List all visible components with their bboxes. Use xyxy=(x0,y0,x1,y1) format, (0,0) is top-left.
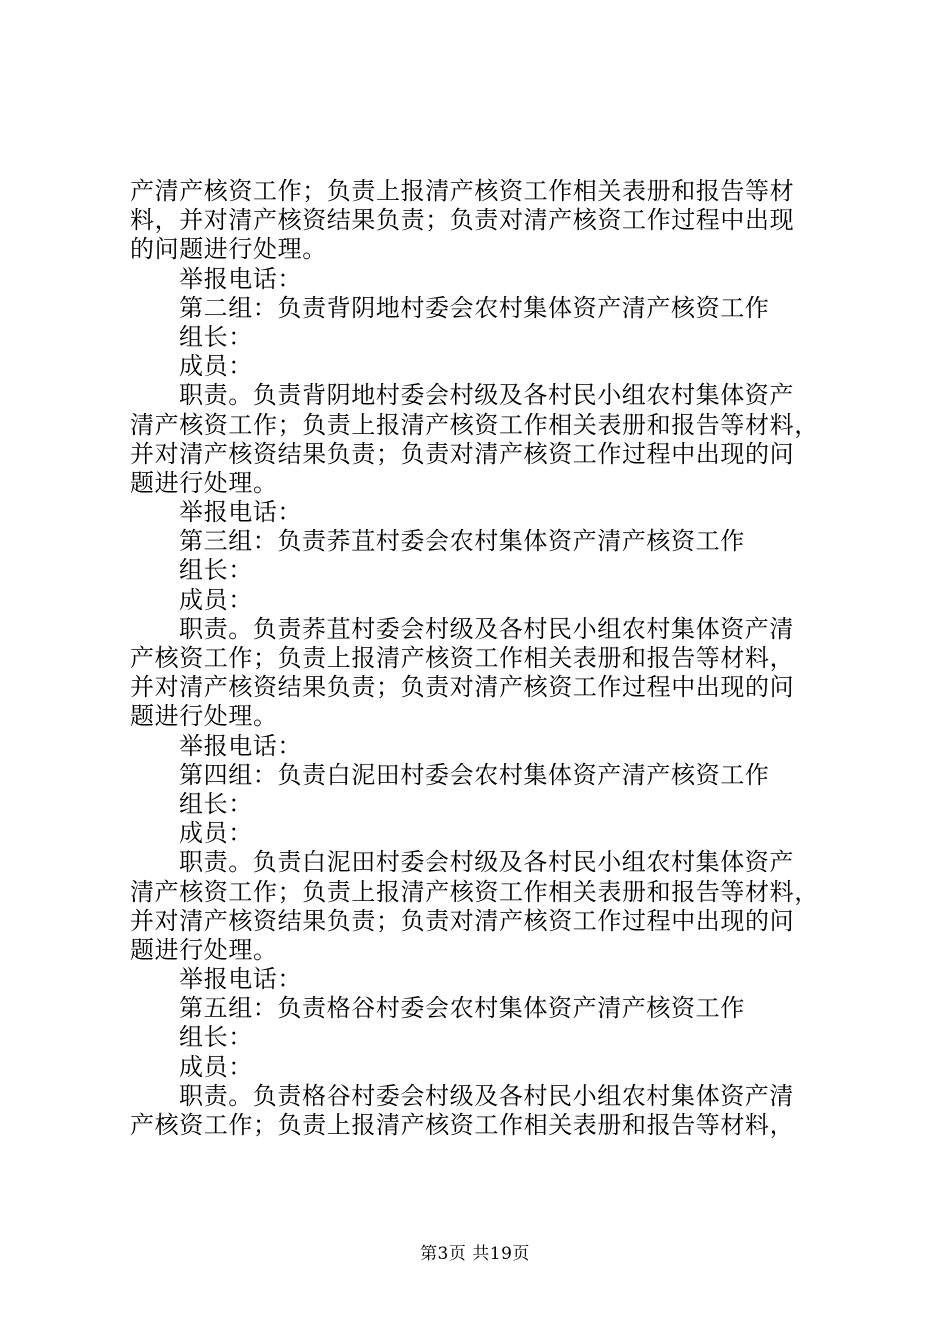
text-line: 产清产核资工作；负责上报清产核资工作相关表册和报告等材 xyxy=(130,177,795,205)
document-body xyxy=(130,177,830,1140)
text-line: 清产核资工作；负责上报清产核资工作相关表册和报告等材料， xyxy=(130,877,819,906)
text-line: 举报电话： xyxy=(179,731,302,760)
text-line: 成员： xyxy=(179,1052,253,1081)
text-line: 题进行处理。 xyxy=(130,935,278,964)
text-line: 举报电话： xyxy=(179,498,302,527)
text-line: 题进行处理。 xyxy=(130,468,278,497)
text-line: 产核资工作；负责上报清产核资工作相关表册和报告等材料， xyxy=(130,1111,795,1139)
text-line: 组长： xyxy=(179,322,253,351)
text-line: 并对清产核资结果负责；负责对清产核资工作过程中出现的问 xyxy=(130,673,795,702)
text-line: 职责。负责荞苴村委会村级及各村民小组农村集体资产清 xyxy=(179,614,794,643)
text-line: 第四组：负责白泥田村委会农村集体资产清产核资工作 xyxy=(179,760,770,789)
text-line: 举报电话： xyxy=(179,264,302,293)
text-line: 料，并对清产核资结果负责；负责对清产核资工作过程中出现 xyxy=(130,206,795,235)
text-line: 组长： xyxy=(179,556,253,585)
text-line: 第五组：负责格谷村委会农村集体资产清产核资工作 xyxy=(179,994,745,1023)
text-line: 组长： xyxy=(179,789,253,818)
text-line: 第三组：负责荞苴村委会农村集体资产清产核资工作 xyxy=(179,527,745,556)
text-line: 成员： xyxy=(179,585,253,614)
text-line: 的问题进行处理。 xyxy=(130,235,327,264)
text-line: 并对清产核资结果负责；负责对清产核资工作过程中出现的问 xyxy=(130,906,795,935)
page-footer xyxy=(0,1243,950,1265)
text-line: 成员： xyxy=(179,819,253,848)
text-line: 职责。负责背阴地村委会村级及各村民小组农村集体资产 xyxy=(179,381,794,410)
text-line: 组长： xyxy=(179,1023,253,1052)
text-line: 产核资工作；负责上报清产核资工作相关表册和报告等材料， xyxy=(130,644,795,672)
text-line: 成员： xyxy=(179,352,253,381)
text-line: 职责。负责格谷村委会村级及各村民小组农村集体资产清 xyxy=(179,1081,794,1110)
text-line: 举报电话： xyxy=(179,965,302,994)
page-number: 第3页 共19页 xyxy=(420,1244,530,1264)
text-line: 职责。负责白泥田村委会村级及各村民小组农村集体资产 xyxy=(179,848,794,877)
text-line: 并对清产核资结果负责；负责对清产核资工作过程中出现的问 xyxy=(130,439,795,468)
text-line: 清产核资工作；负责上报清产核资工作相关表册和报告等材料， xyxy=(130,410,819,439)
text-line: 题进行处理。 xyxy=(130,702,278,731)
text-line: 第二组：负责背阴地村委会农村集体资产清产核资工作 xyxy=(179,293,770,322)
